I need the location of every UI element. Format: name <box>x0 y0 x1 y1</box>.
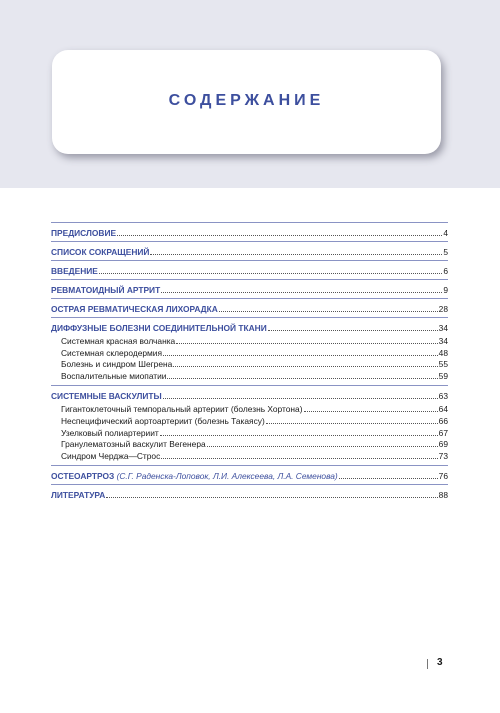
toc-subentry-label: Синдром Черджа—Строс <box>61 450 161 461</box>
toc-entry-page: 63 <box>438 391 448 402</box>
toc-subentry[interactable] <box>51 416 448 428</box>
toc-subentry-page: 59 <box>438 370 448 381</box>
toc-subentry-page: 66 <box>438 415 448 426</box>
toc-entry-title <box>51 266 98 276</box>
toc-subentry-page: 55 <box>438 359 448 370</box>
toc-entry-label: РЕВМАТОИДНЫЙ АРТРИТ <box>51 285 161 295</box>
title-card <box>52 50 441 154</box>
toc-entry-title <box>51 490 105 500</box>
toc-entry[interactable] <box>51 318 448 336</box>
toc-entry-title <box>51 228 116 238</box>
toc-entry[interactable] <box>51 261 448 279</box>
toc-entry-title <box>51 247 149 257</box>
toc-section <box>51 298 448 317</box>
toc-entry-page: 34 <box>438 323 448 333</box>
toc-subentry-page: 67 <box>438 427 448 438</box>
dot-leader <box>99 272 442 274</box>
dot-leader <box>176 342 437 344</box>
toc-entry[interactable] <box>51 280 448 298</box>
toc-section <box>51 279 448 298</box>
toc-section <box>51 385 448 465</box>
toc-entry-title <box>51 391 162 401</box>
toc-subentry[interactable] <box>51 336 448 348</box>
dot-leader <box>161 291 442 293</box>
header-band <box>0 0 500 188</box>
toc-entry-label: ВВЕДЕНИЕ <box>51 266 98 276</box>
toc-subentry-label: Воспалительные миопатии <box>61 370 167 381</box>
dot-leader <box>339 477 438 479</box>
toc-subentry[interactable] <box>51 428 448 440</box>
toc-subentry-page: 64 <box>438 404 448 415</box>
toc-entry[interactable] <box>51 386 448 404</box>
dot-leader <box>106 496 437 498</box>
toc-subentry[interactable] <box>51 451 448 463</box>
toc-subentry[interactable] <box>51 359 448 371</box>
dot-leader <box>117 234 442 236</box>
toc-entry-authors: (С.Г. Раденска-Лоповок, Л.И. Алексеева, Л.А. Семенова) <box>116 471 338 482</box>
footer-divider <box>427 659 428 669</box>
dot-leader <box>167 377 437 379</box>
dot-leader <box>219 310 438 312</box>
dot-leader <box>207 445 438 447</box>
dot-leader <box>163 354 438 356</box>
toc-entry-title <box>51 471 338 481</box>
dot-leader <box>160 434 438 436</box>
dot-leader <box>268 329 438 331</box>
toc-entry-label: ДИФФУЗНЫЕ БОЛЕЗНИ СОЕДИНИТЕЛЬНОЙ ТКАНИ <box>51 323 267 333</box>
table-of-contents <box>51 222 448 503</box>
toc-entry-label: СИСТЕМНЫЕ ВАСКУЛИТЫ <box>51 391 162 402</box>
toc-subentry-label: Узелковый полиартериит <box>61 427 159 438</box>
toc-subentry-label: Системная красная волчанка <box>61 336 176 346</box>
toc-section <box>51 241 448 260</box>
toc-section <box>51 222 448 241</box>
toc-entry-title <box>51 323 267 333</box>
toc-entry-page: 6 <box>443 266 448 276</box>
dot-leader <box>266 422 438 424</box>
toc-subentry-label: Системная склеродермия <box>61 347 163 358</box>
toc-entry[interactable] <box>51 466 448 484</box>
toc-entry-page: 76 <box>438 471 448 482</box>
toc-entry[interactable] <box>51 485 448 503</box>
toc-section <box>51 465 448 484</box>
toc-subentry-page: 48 <box>438 347 448 358</box>
toc-subentry-label: Болезнь и синдром Шегрена <box>61 359 173 370</box>
toc-entry-page: 28 <box>438 304 448 314</box>
toc-entry-title <box>51 304 218 314</box>
toc-subentry-page: 73 <box>438 450 448 461</box>
toc-subentry-label: Гигантоклеточный темпоральный артериит (болезнь Хортона) <box>61 404 303 415</box>
page-title: СОДЕРЖАНИЕ <box>168 92 325 109</box>
toc-entry-label: ПРЕДИСЛОВИЕ <box>51 228 117 238</box>
dot-leader <box>304 410 438 412</box>
toc-entry-label: СПИСОК СОКРАЩЕНИЙ <box>51 247 150 257</box>
toc-subentry-page: 34 <box>438 336 448 346</box>
dot-leader <box>161 457 437 459</box>
dot-leader <box>173 365 437 367</box>
toc-section <box>51 260 448 279</box>
dot-leader <box>150 253 442 255</box>
toc-entry[interactable] <box>51 299 448 317</box>
toc-subentry-page: 69 <box>438 439 448 450</box>
toc-entry[interactable] <box>51 242 448 260</box>
toc-entry-title <box>51 285 160 295</box>
toc-entry-label: ОСТЕОАРТРОЗ <box>51 471 115 482</box>
toc-entry-page: 88 <box>438 490 448 501</box>
toc-subentry[interactable] <box>51 439 448 451</box>
toc-subentry[interactable] <box>51 404 448 416</box>
toc-entry-label: ОСТРАЯ РЕВМАТИЧЕСКАЯ ЛИХОРАДКА <box>51 304 218 314</box>
toc-subentry[interactable] <box>51 371 448 383</box>
dot-leader <box>163 397 438 399</box>
toc-entry[interactable] <box>51 223 448 241</box>
page-number: 3 <box>437 657 443 668</box>
toc-entry-label: ЛИТЕРАТУРА <box>51 490 106 501</box>
toc-subentry[interactable] <box>51 348 448 360</box>
toc-section <box>51 317 448 385</box>
toc-section <box>51 484 448 503</box>
toc-entry-page: 5 <box>443 247 448 257</box>
toc-subentry-label: Неспецифический аортоартериит (болезнь Такаясу) <box>61 415 265 426</box>
toc-entry-page: 9 <box>443 285 448 295</box>
toc-subentry-label: Гранулематозный васкулит Вегенера <box>61 439 206 450</box>
toc-entry-page: 4 <box>443 228 448 238</box>
